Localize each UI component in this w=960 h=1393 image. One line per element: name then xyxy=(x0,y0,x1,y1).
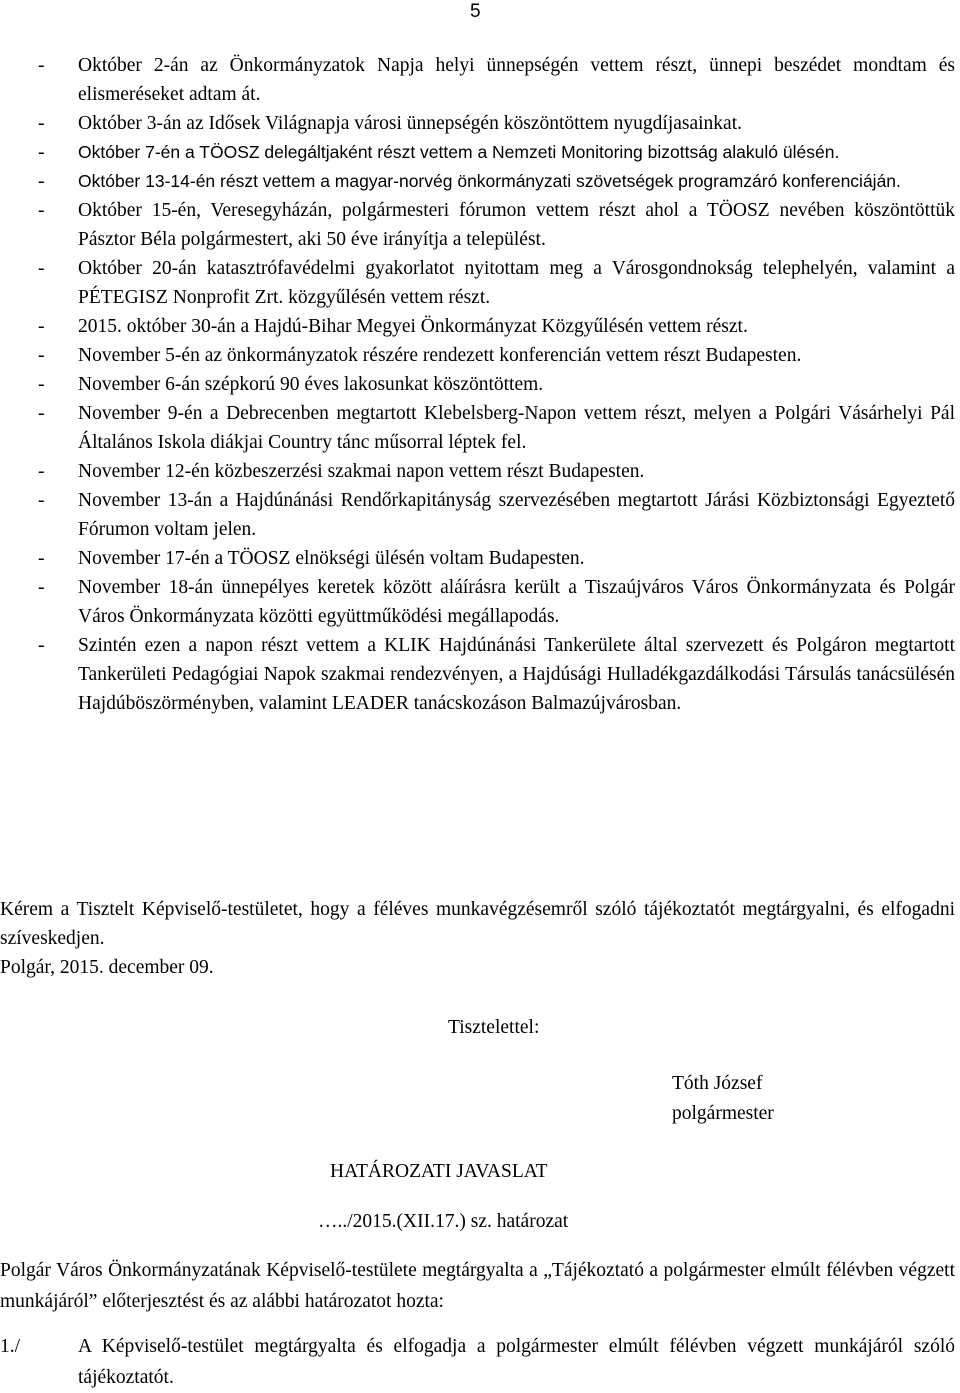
signer-name: Tóth József xyxy=(672,1073,763,1094)
list-bullet-dash: - xyxy=(38,345,45,366)
list-item xyxy=(0,544,960,573)
list-bullet-dash: - xyxy=(38,374,45,395)
list-bullet-dash: - xyxy=(38,200,45,221)
list-bullet-dash: - xyxy=(38,635,45,656)
list-item-text: 2015. október 30-án a Hajdú-Bihar Megyei Önkormányzat Közgyűlésén vettem részt. xyxy=(78,316,748,337)
list-item-text: Október 20-án katasztrófavédelmi gyakorlatot nyitottam meg a Városgondnokság telephelyén, valamint a PÉTEGISZ Nonprofit Zrt. közgyűlésén vettem részt. xyxy=(78,258,955,308)
list-item xyxy=(0,51,960,109)
list-item-text: Október 3-án az Idősek Világnapja városi ünnepségén köszöntöttem nyugdíjasainkat. xyxy=(78,113,742,134)
list-bullet-dash: - xyxy=(38,490,45,511)
list-bullet-dash: - xyxy=(38,142,45,163)
list-item xyxy=(0,254,960,312)
list-bullet-dash: - xyxy=(38,403,45,424)
list-item xyxy=(0,457,960,486)
place-date: Polgár, 2015. december 09. xyxy=(0,957,214,978)
list-bullet-dash: - xyxy=(38,577,45,598)
list-item-text: Szintén ezen a napon részt vettem a KLIK Hajdúnánási Tankerülete által szervezett és Polgáron megtartott Tankerületi Pedagógiai Napok szakmai rendezvényen, a Hajdúsági Hulladékgazdálkodási Társulás tanácsülésén Hajdúböszörményben, valamint LEADER tanácskozáson Balmazújvárosban. xyxy=(78,635,955,714)
resolution-number: …../2015.(XII.17.) sz. határozat xyxy=(318,1211,569,1232)
list-item-text: November 6-án szépkorú 90 éves lakosunkat köszöntöttem. xyxy=(78,374,544,395)
list-item-text: November 13-án a Hajdúnánási Rendőrkapitányság szervezésében megtartott Járási Közbiztonsági Egyeztető Fórumon voltam jelen. xyxy=(78,490,955,540)
list-item-text: Október 13-14-én részt vettem a magyar-norvég önkormányzati szövetségek programzáró konferenciáján. xyxy=(78,171,901,191)
list-bullet-dash: - xyxy=(38,258,45,279)
list-item-text: November 9-én a Debrecenben megtartott Klebelsberg-Napon vettem részt, melyen a Polgári Vásárhelyi Pál Általános Iskola diákjai Country tánc műsorral léptek fel. xyxy=(78,403,955,453)
list-bullet-dash: - xyxy=(38,461,45,482)
list-bullet-dash: - xyxy=(38,113,45,134)
list-bullet-dash: - xyxy=(38,171,45,192)
list-item-text: November 17-én a TÖOSZ elnökségi ülésén voltam Budapesten. xyxy=(78,548,585,569)
list-item xyxy=(0,196,960,254)
activity-list xyxy=(0,51,960,718)
list-bullet-dash: - xyxy=(38,55,45,76)
list-item-text: November 12-én közbeszerzési szakmai napon vettem részt Budapesten. xyxy=(78,461,645,482)
list-item xyxy=(0,486,960,544)
list-bullet-dash: - xyxy=(38,548,45,569)
list-item-text: Október 2-án az Önkormányzatok Napja helyi ünnepségén vettem részt, ünnepi beszédet mondtam és elismeréseket adtam át. xyxy=(78,55,955,105)
list-item xyxy=(0,167,960,196)
resolution-title: HATÁROZATI JAVASLAT xyxy=(330,1161,548,1182)
list-item-text: Október 7-én a TÖOSZ delegáltjaként részt vettem a Nemzeti Monitoring bizottság alakuló ülésén. xyxy=(78,142,840,162)
list-item-text: November 5-én az önkormányzatok részére rendezett konferencián vettem részt Budapesten. xyxy=(78,345,802,366)
list-item xyxy=(0,312,960,341)
list-item xyxy=(0,341,960,370)
list-item xyxy=(0,138,960,167)
resolution-intro: Polgár Város Önkormányzatának Képviselő-testülete megtárgyalta a „Tájékoztató a polgármester elmúlt félévben végzett munkájáról” előterjesztést és az alábbi határozatot hozta: xyxy=(0,1260,955,1312)
list-bullet-dash: - xyxy=(38,316,45,337)
list-item xyxy=(0,631,960,718)
request-paragraph: Kérem a Tisztelt Képviselő-testületet, hogy a féléves munkavégzésemről szóló tájékoztatót megtárgyalni, és elfogadni szíveskedjen. xyxy=(0,899,955,949)
greeting: Tisztelettel: xyxy=(448,1017,540,1038)
resolution-point-text: A Képviselő-testület megtárgyalta és elfogadja a polgármester elmúlt félévben végzett munkájáról szóló tájékoztatót. xyxy=(78,1336,955,1388)
page-number: 5 xyxy=(470,1,481,22)
list-item xyxy=(0,370,960,399)
list-item xyxy=(0,573,960,631)
resolution-point-number: 1./ xyxy=(0,1336,21,1357)
list-item-text: November 18-án ünnepélyes keretek között aláírásra került a Tiszaújváros Város Önkormányzata és Polgár Város Önkormányzata közötti együttműködési megállapodás. xyxy=(78,577,955,627)
signer-title: polgármester xyxy=(672,1103,774,1124)
list-item xyxy=(0,109,960,138)
list-item-text: Október 15-én, Veresegyházán, polgármesteri fórumon vettem részt ahol a TÖOSZ nevében köszöntöttük Pásztor Béla polgármestert, aki 50 éve irányítja a települést. xyxy=(78,200,955,250)
list-item xyxy=(0,399,960,457)
